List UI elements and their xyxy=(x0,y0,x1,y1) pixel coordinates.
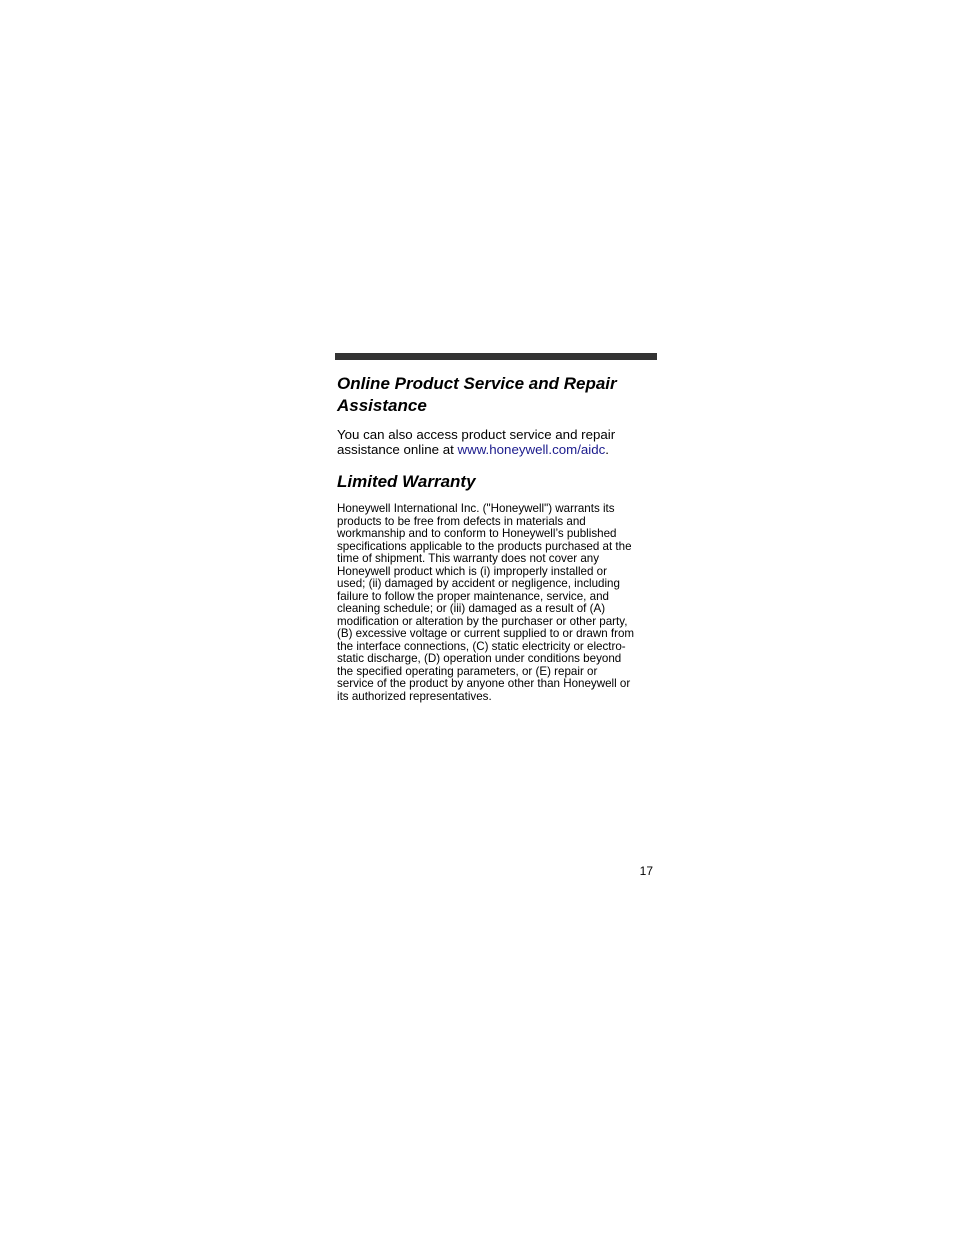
warranty-section-title: Limited Warranty xyxy=(337,472,476,491)
honeywell-aidc-link[interactable]: www.honeywell.com/aidc xyxy=(457,441,606,457)
section-divider-rule xyxy=(335,353,657,360)
service-body-text: You can also access product service and repair assistance online at xyxy=(337,427,616,457)
page-content xyxy=(337,373,659,703)
service-section-title: Online Product Service and Repair Assistance xyxy=(337,374,617,415)
page-number: 17 xyxy=(639,864,653,878)
service-body-end: . xyxy=(605,441,609,457)
service-section-body xyxy=(337,428,657,457)
warranty-section-body: Honeywell International Inc. ("Honeywell") warrants its products to be free from defects in materials and workmanship and to conform to Honeywell’s published specifications applicable to the products purchased at the time of shipment. This warranty does not cover any Honeywell product which is (i) improperly installed or used; (ii) damaged by accident or negligence, including failure to follow the proper maintenance, service, and cleaning schedule; or (iii) damaged as a result of (A) modification or alteration by the purchaser or other party, (B) excessive voltage or current supplied to or drawn from the interface connections, (C) static electricity or electro- static discharge, (D) operation under conditions beyond the specified operating parameters, or (E) repair or service of the product by anyone other than Honeywell or its authorized representatives. xyxy=(337,502,635,703)
